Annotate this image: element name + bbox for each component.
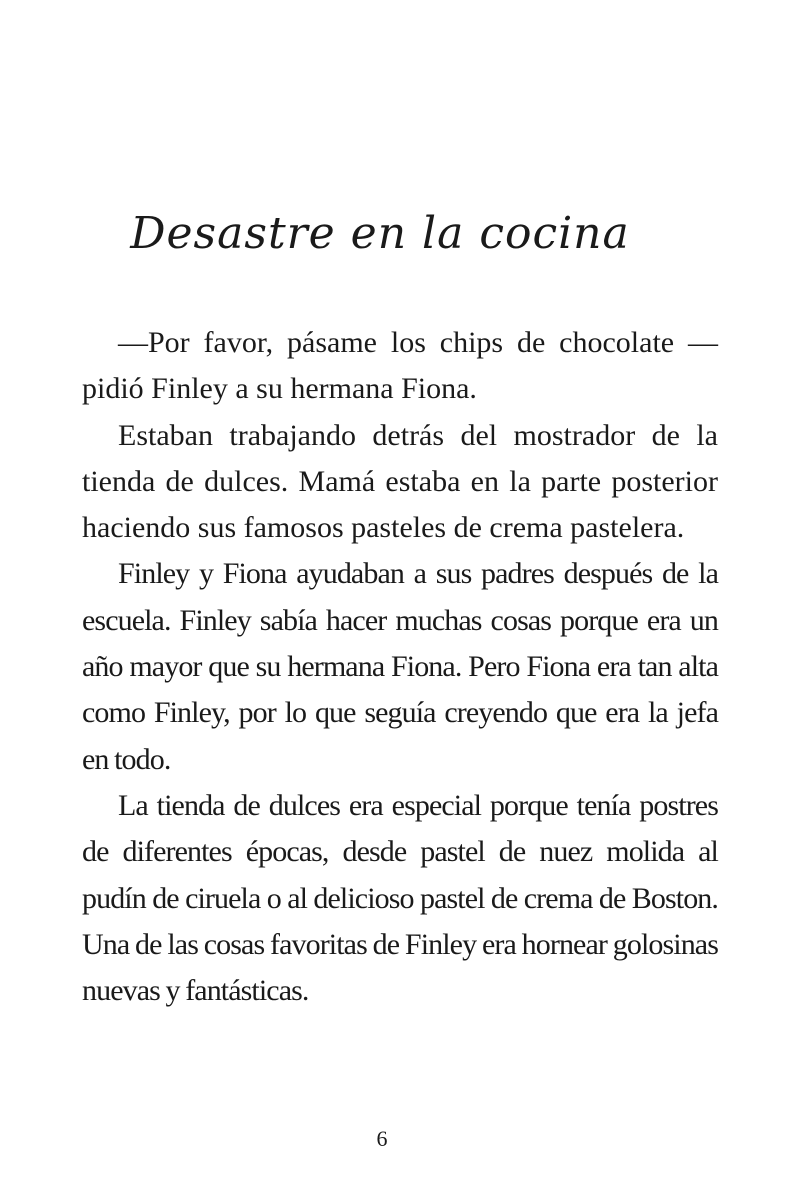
chapter-body [82,320,718,1014]
page-number: 6 [376,1126,388,1151]
paragraph-1: —Por favor, pásame los chips de chocolate —pidió Finley a su hermana Fiona. [82,326,718,406]
paragraph-4: La tienda de dulces era especial porque tenía postres de diferentes épocas, desde pastel de nuez molida al pudín de ciruela o al delicioso pastel de crema de Boston. Una de las cosas favoritas de Finley era hornear golosinas nuevas y fantásticas. [82,788,718,1008]
chapter-title: Desastre en la cocina [130,208,630,259]
paragraph-3: Finley y Fiona ayudaban a sus padres después de la escuela. Finley sabía hacer muchas cosas porque era un año mayor que su hermana Fiona. Pero Fiona era tan alta como Finley, por lo que seguía creyendo que era la jefa en todo. [82,557,718,776]
paragraph-2: Estaban trabajando detrás del mostrador de la tienda de dulces. Mamá estaba en la parte posterior haciendo sus famosos pasteles de crema pastelera. [82,418,718,545]
